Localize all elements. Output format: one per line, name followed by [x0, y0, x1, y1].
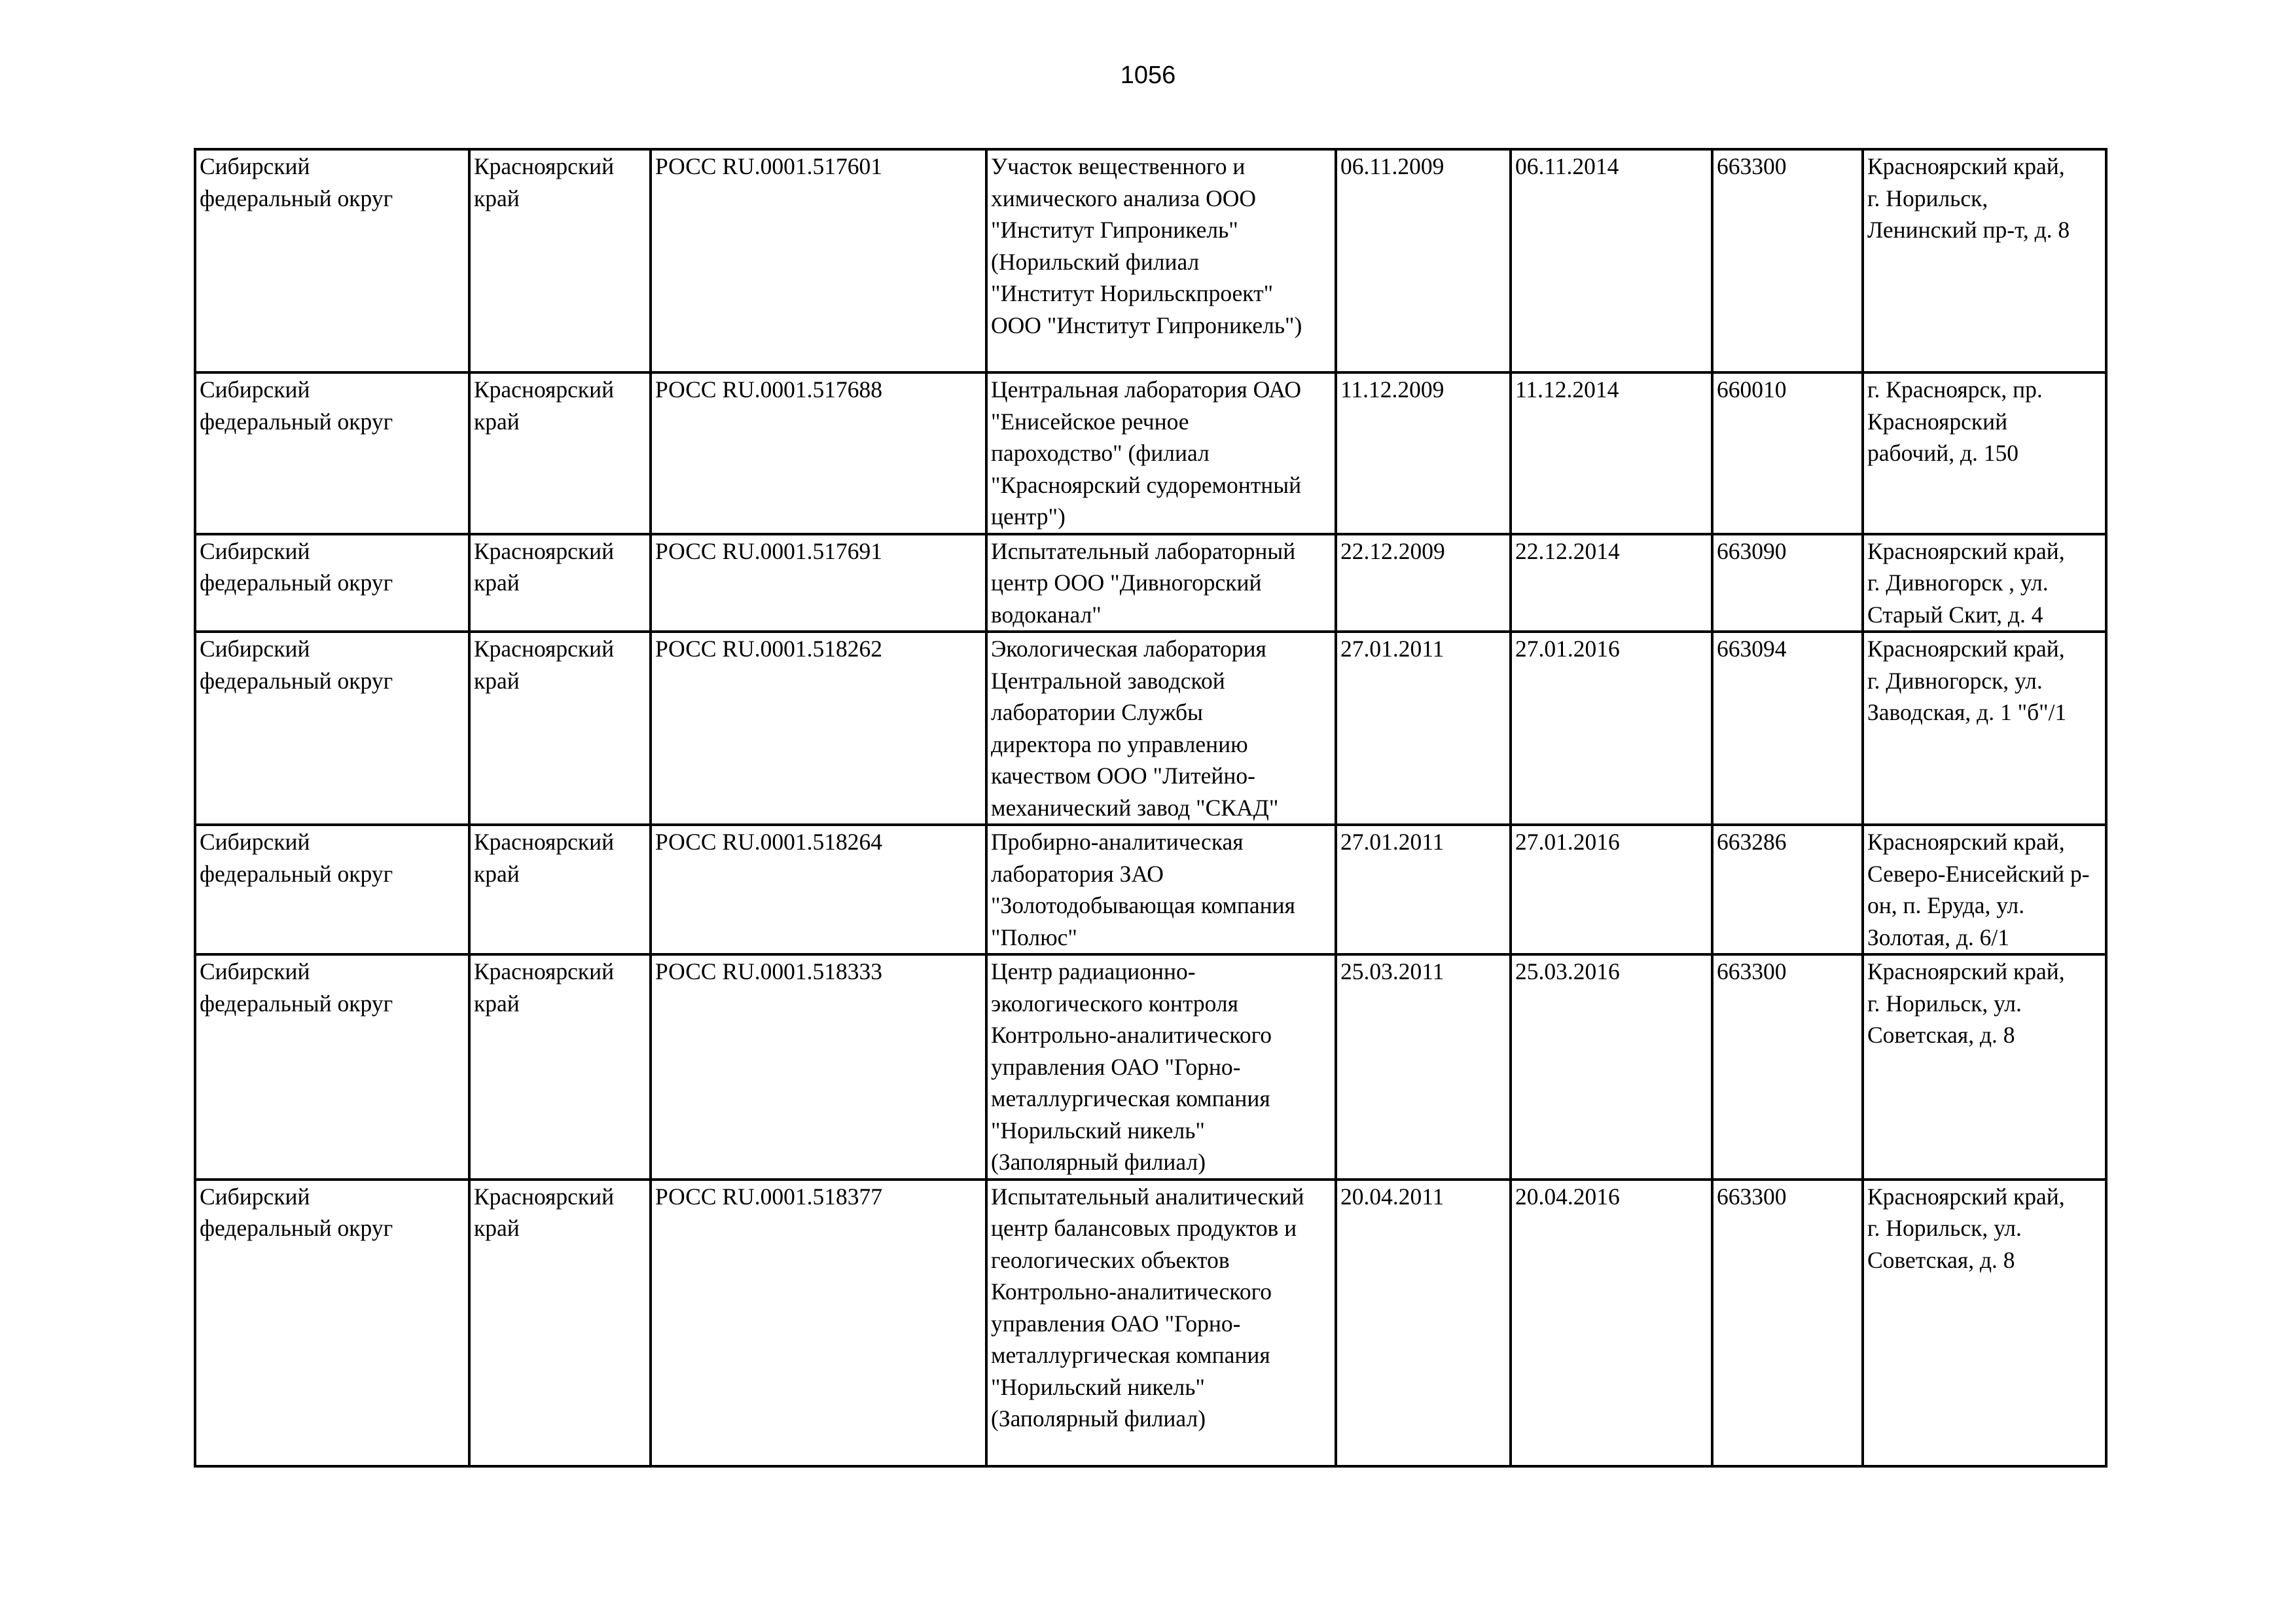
- cell-laboratory-name: Центральная лаборатория ОАО "Енисейское речное пароходство" (филиал "Красноярский судоремонтный центр"): [986, 372, 1336, 534]
- cell-laboratory-name: Пробирно-аналитическая лаборатория ЗАО "Золотодобывающая компания "Полюс": [986, 825, 1336, 954]
- cell-laboratory-name: Центр радиационно- экологического контроля Контрольно-аналитического управления ОАО "Горно- металлургическая компания "Норильский никель" (Заполярный филиал): [986, 954, 1336, 1180]
- cell-date-to: 27.01.2016: [1511, 632, 1712, 825]
- table-row: [195, 825, 2106, 954]
- cell-address: Красноярский край, г. Норильск, ул. Советская, д. 8: [1863, 954, 2106, 1180]
- table-row: [195, 632, 2106, 825]
- cell-district: Сибирский федеральный округ: [195, 954, 469, 1180]
- cell-date-to: 27.01.2016: [1511, 825, 1712, 954]
- cell-date-to: 22.12.2014: [1511, 534, 1712, 632]
- cell-address: Красноярский край, Северо-Енисейский р- он, п. Еруда, ул. Золотая, д. 6/1: [1863, 825, 2106, 954]
- cell-region: Красноярский край: [469, 534, 651, 632]
- cell-postcode: 663300: [1712, 149, 1863, 372]
- cell-laboratory-name: Испытательный аналитический центр балансовых продуктов и геологических объектов Контрольно-аналитического управления ОАО "Горно- металлургическая компания "Норильский никель" (Заполярный филиал): [986, 1180, 1336, 1466]
- cell-date-from: 22.12.2009: [1336, 534, 1511, 632]
- cell-date-from: 06.11.2009: [1336, 149, 1511, 372]
- cell-certificate-number: РОСС RU.0001.518262: [651, 632, 986, 825]
- cell-postcode: 663090: [1712, 534, 1863, 632]
- cell-postcode: 663300: [1712, 1180, 1863, 1466]
- table-row: [195, 1180, 2106, 1466]
- cell-postcode: 660010: [1712, 372, 1863, 534]
- laboratory-registry-table: [194, 148, 2108, 1468]
- cell-region: Красноярский край: [469, 149, 651, 372]
- cell-date-from: 20.04.2011: [1336, 1180, 1511, 1466]
- cell-address: Красноярский край, г. Норильск, Ленинский пр-т, д. 8: [1863, 149, 2106, 372]
- cell-date-from: 11.12.2009: [1336, 372, 1511, 534]
- table-row: [195, 954, 2106, 1180]
- cell-district: Сибирский федеральный округ: [195, 825, 469, 954]
- cell-address: Красноярский край, г. Норильск, ул. Советская, д. 8: [1863, 1180, 2106, 1466]
- cell-laboratory-name: Участок вещественного и химического анализа ООО "Институт Гипроникель" (Норильский филиал "Институт Норильскпроект" ООО "Институт Гипроникель"): [986, 149, 1336, 372]
- cell-laboratory-name: Экологическая лаборатория Центральной заводской лаборатории Службы директора по управлению качеством ООО "Литейно- механический завод "СКАД": [986, 632, 1336, 825]
- cell-date-to: 25.03.2016: [1511, 954, 1712, 1180]
- cell-date-to: 11.12.2014: [1511, 372, 1712, 534]
- cell-address: Красноярский край, г. Дивногорск, ул. Заводская, д. 1 "б"/1: [1863, 632, 2106, 825]
- cell-certificate-number: РОСС RU.0001.517601: [651, 149, 986, 372]
- cell-district: Сибирский федеральный округ: [195, 372, 469, 534]
- cell-postcode: 663094: [1712, 632, 1863, 825]
- table-row: [195, 534, 2106, 632]
- cell-certificate-number: РОСС RU.0001.517688: [651, 372, 986, 534]
- cell-district: Сибирский федеральный округ: [195, 1180, 469, 1466]
- cell-address: Красноярский край, г. Дивногорск , ул. Старый Скит, д. 4: [1863, 534, 2106, 632]
- cell-region: Красноярский край: [469, 954, 651, 1180]
- cell-certificate-number: РОСС RU.0001.517691: [651, 534, 986, 632]
- table-row: [195, 372, 2106, 534]
- cell-region: Красноярский край: [469, 1180, 651, 1466]
- table-row: [195, 149, 2106, 372]
- cell-region: Красноярский край: [469, 632, 651, 825]
- page-number: 1056: [1120, 62, 1176, 89]
- cell-address: г. Красноярск, пр. Красноярский рабочий, д. 150: [1863, 372, 2106, 534]
- cell-district: Сибирский федеральный округ: [195, 632, 469, 825]
- cell-region: Красноярский край: [469, 372, 651, 534]
- cell-region: Красноярский край: [469, 825, 651, 954]
- cell-certificate-number: РОСС RU.0001.518377: [651, 1180, 986, 1466]
- cell-date-from: 25.03.2011: [1336, 954, 1511, 1180]
- cell-postcode: 663286: [1712, 825, 1863, 954]
- cell-date-from: 27.01.2011: [1336, 632, 1511, 825]
- cell-postcode: 663300: [1712, 954, 1863, 1180]
- cell-district: Сибирский федеральный округ: [195, 534, 469, 632]
- cell-certificate-number: РОСС RU.0001.518264: [651, 825, 986, 954]
- cell-district: Сибирский федеральный округ: [195, 149, 469, 372]
- cell-laboratory-name: Испытательный лабораторный центр ООО "Дивногорский водоканал": [986, 534, 1336, 632]
- cell-date-to: 06.11.2014: [1511, 149, 1712, 372]
- cell-date-to: 20.04.2016: [1511, 1180, 1712, 1466]
- cell-certificate-number: РОСС RU.0001.518333: [651, 954, 986, 1180]
- cell-date-from: 27.01.2011: [1336, 825, 1511, 954]
